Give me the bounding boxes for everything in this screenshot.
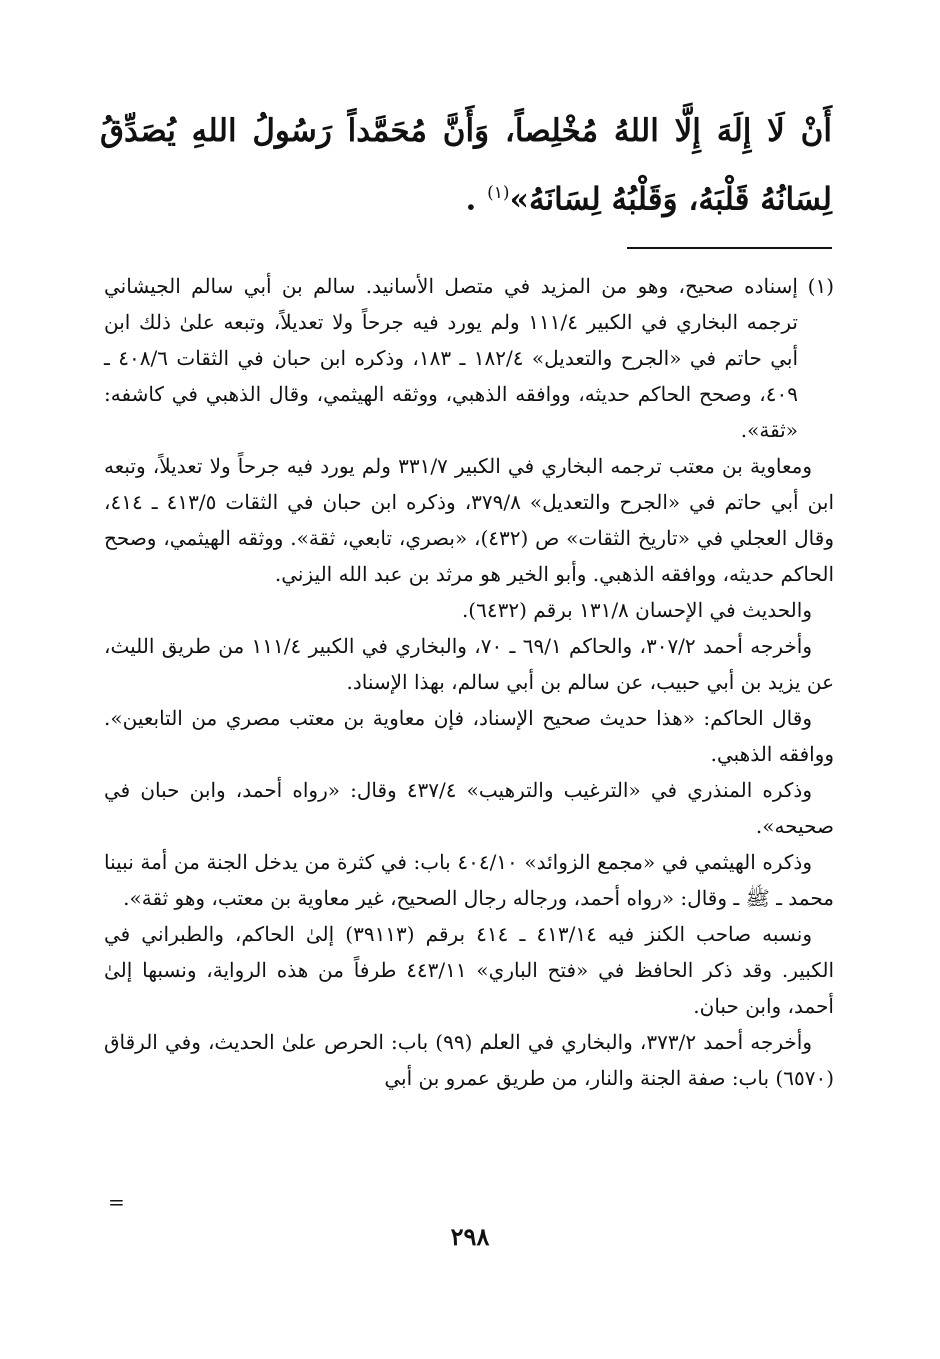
hadith-text: أَنْ لَا إِلَهَ إِلَّا اللهُ مُخْلِصاً، وَأَنَّ مُحَمَّداً رَسُولُ اللهِ يُصَدِّقُ لِسَانُهُ قَلْبَهُ، وَقَلْبُهُ لِسَانَهُ» xyxy=(100,113,832,218)
footnote-text: إسناده صحيح، وهو من المزيد في متصل الأسانيد. سالم بن أبي سالم الجيشاني ترجمه البخاري في الكبير ١١١/٤ ولم يورد فيه جرحاً ولا تعديلاً، وتبعه علىٰ ذلك ابن أبي حاتم في «الجرح والتعديل» ١٨٢/٤ ـ ١٨٣، وذكره ابن حبان في الثقات ٤٠٨/٦ ـ ٤٠٩، وصحح الحاكم حديثه، ووافقه الذهبي، ووثقه الهيثمي، وقال الذهبي في كاشفه: «ثقة». xyxy=(104,274,799,442)
footnote-paragraph xyxy=(104,268,834,448)
continuation-mark: = xyxy=(108,1190,125,1214)
page-number: ٢٩٨ xyxy=(450,1222,490,1251)
footnote-paragraph: والحديث في الإحسان ١٣١/٨ برقم (٦٤٣٢). xyxy=(461,598,812,622)
hadith-end: . xyxy=(465,181,488,218)
footnote-reference: (١) xyxy=(487,183,510,203)
footnote-paragraph: وأخرجه أحمد ٣٠٧/٢، والحاكم ٦٩/١ ـ ٧٠، والبخاري في الكبير ١١١/٤ من طريق الليث، عن يزيد بن أبي حبيب، عن سالم بن أبي سالم، بهذا الإسناد. xyxy=(104,634,834,694)
footnote-paragraph: وذكره المنذري في «الترغيب والترهيب» ٤٣٧/٤ وقال: «رواه أحمد، وابن حبان في صحيحه». xyxy=(104,778,834,838)
footnote-paragraph: وقال الحاكم: «هذا حديث صحيح الإسناد، فإن معاوية بن معتب مصري من التابعين». ووافقه الذهبي. xyxy=(104,706,834,766)
main-hadith-text xyxy=(100,100,832,230)
footnote-paragraph: وذكره الهيثمي في «مجمع الزوائد» ٤٠٤/١٠ باب: في كثرة من يدخل الجنة من أمة نبينا محمد ـ ﷺ ـ وقال: «رواه أحمد، ورجاله رجال الصحيح، غير معاوية بن معتب، وهو ثقة». xyxy=(104,850,834,910)
footnote-separator xyxy=(627,247,832,249)
footnote-paragraph: ونسبه صاحب الكنز فيه ٤١٣/١٤ ـ ٤١٤ برقم (٣٩١١٣) إلىٰ الحاكم، والطبراني في الكبير. وقد ذكر الحافظ في «فتح الباري» ٤٤٣/١١ طرفاً من هذه الرواية، ونسبها إلىٰ أحمد، وابن حبان. xyxy=(104,922,835,1018)
footnote-paragraph: وأخرجه أحمد ٣٧٣/٢، والبخاري في العلم (٩٩) باب: الحرص علىٰ الحديث، وفي الرقاق (٦٥٧٠) باب: صفة الجنة والنار، من طريق عمرو بن أبي xyxy=(104,1030,834,1090)
footnotes-section xyxy=(104,268,834,1096)
footnote-paragraph: ومعاوية بن معتب ترجمه البخاري في الكبير ٣٣١/٧ ولم يورد فيه جرحاً ولا تعديلاً، وتبعه ابن أبي حاتم في «الجرح والتعديل» ٣٧٩/٨، وذكره ابن حبان في الثقات ٤١٣/٥ ـ ٤١٤، وقال العجلي في «تاريخ الثقات» ص (٤٣٢)، «بصري، تابعي، ثقة». ووثقه الهيثمي، وصحح الحاكم حديثه، ووافقه الذهبي. وأبو الخير هو مرثد بن عبد الله اليزني. xyxy=(104,454,835,586)
footnote-number: (١) xyxy=(807,274,834,298)
